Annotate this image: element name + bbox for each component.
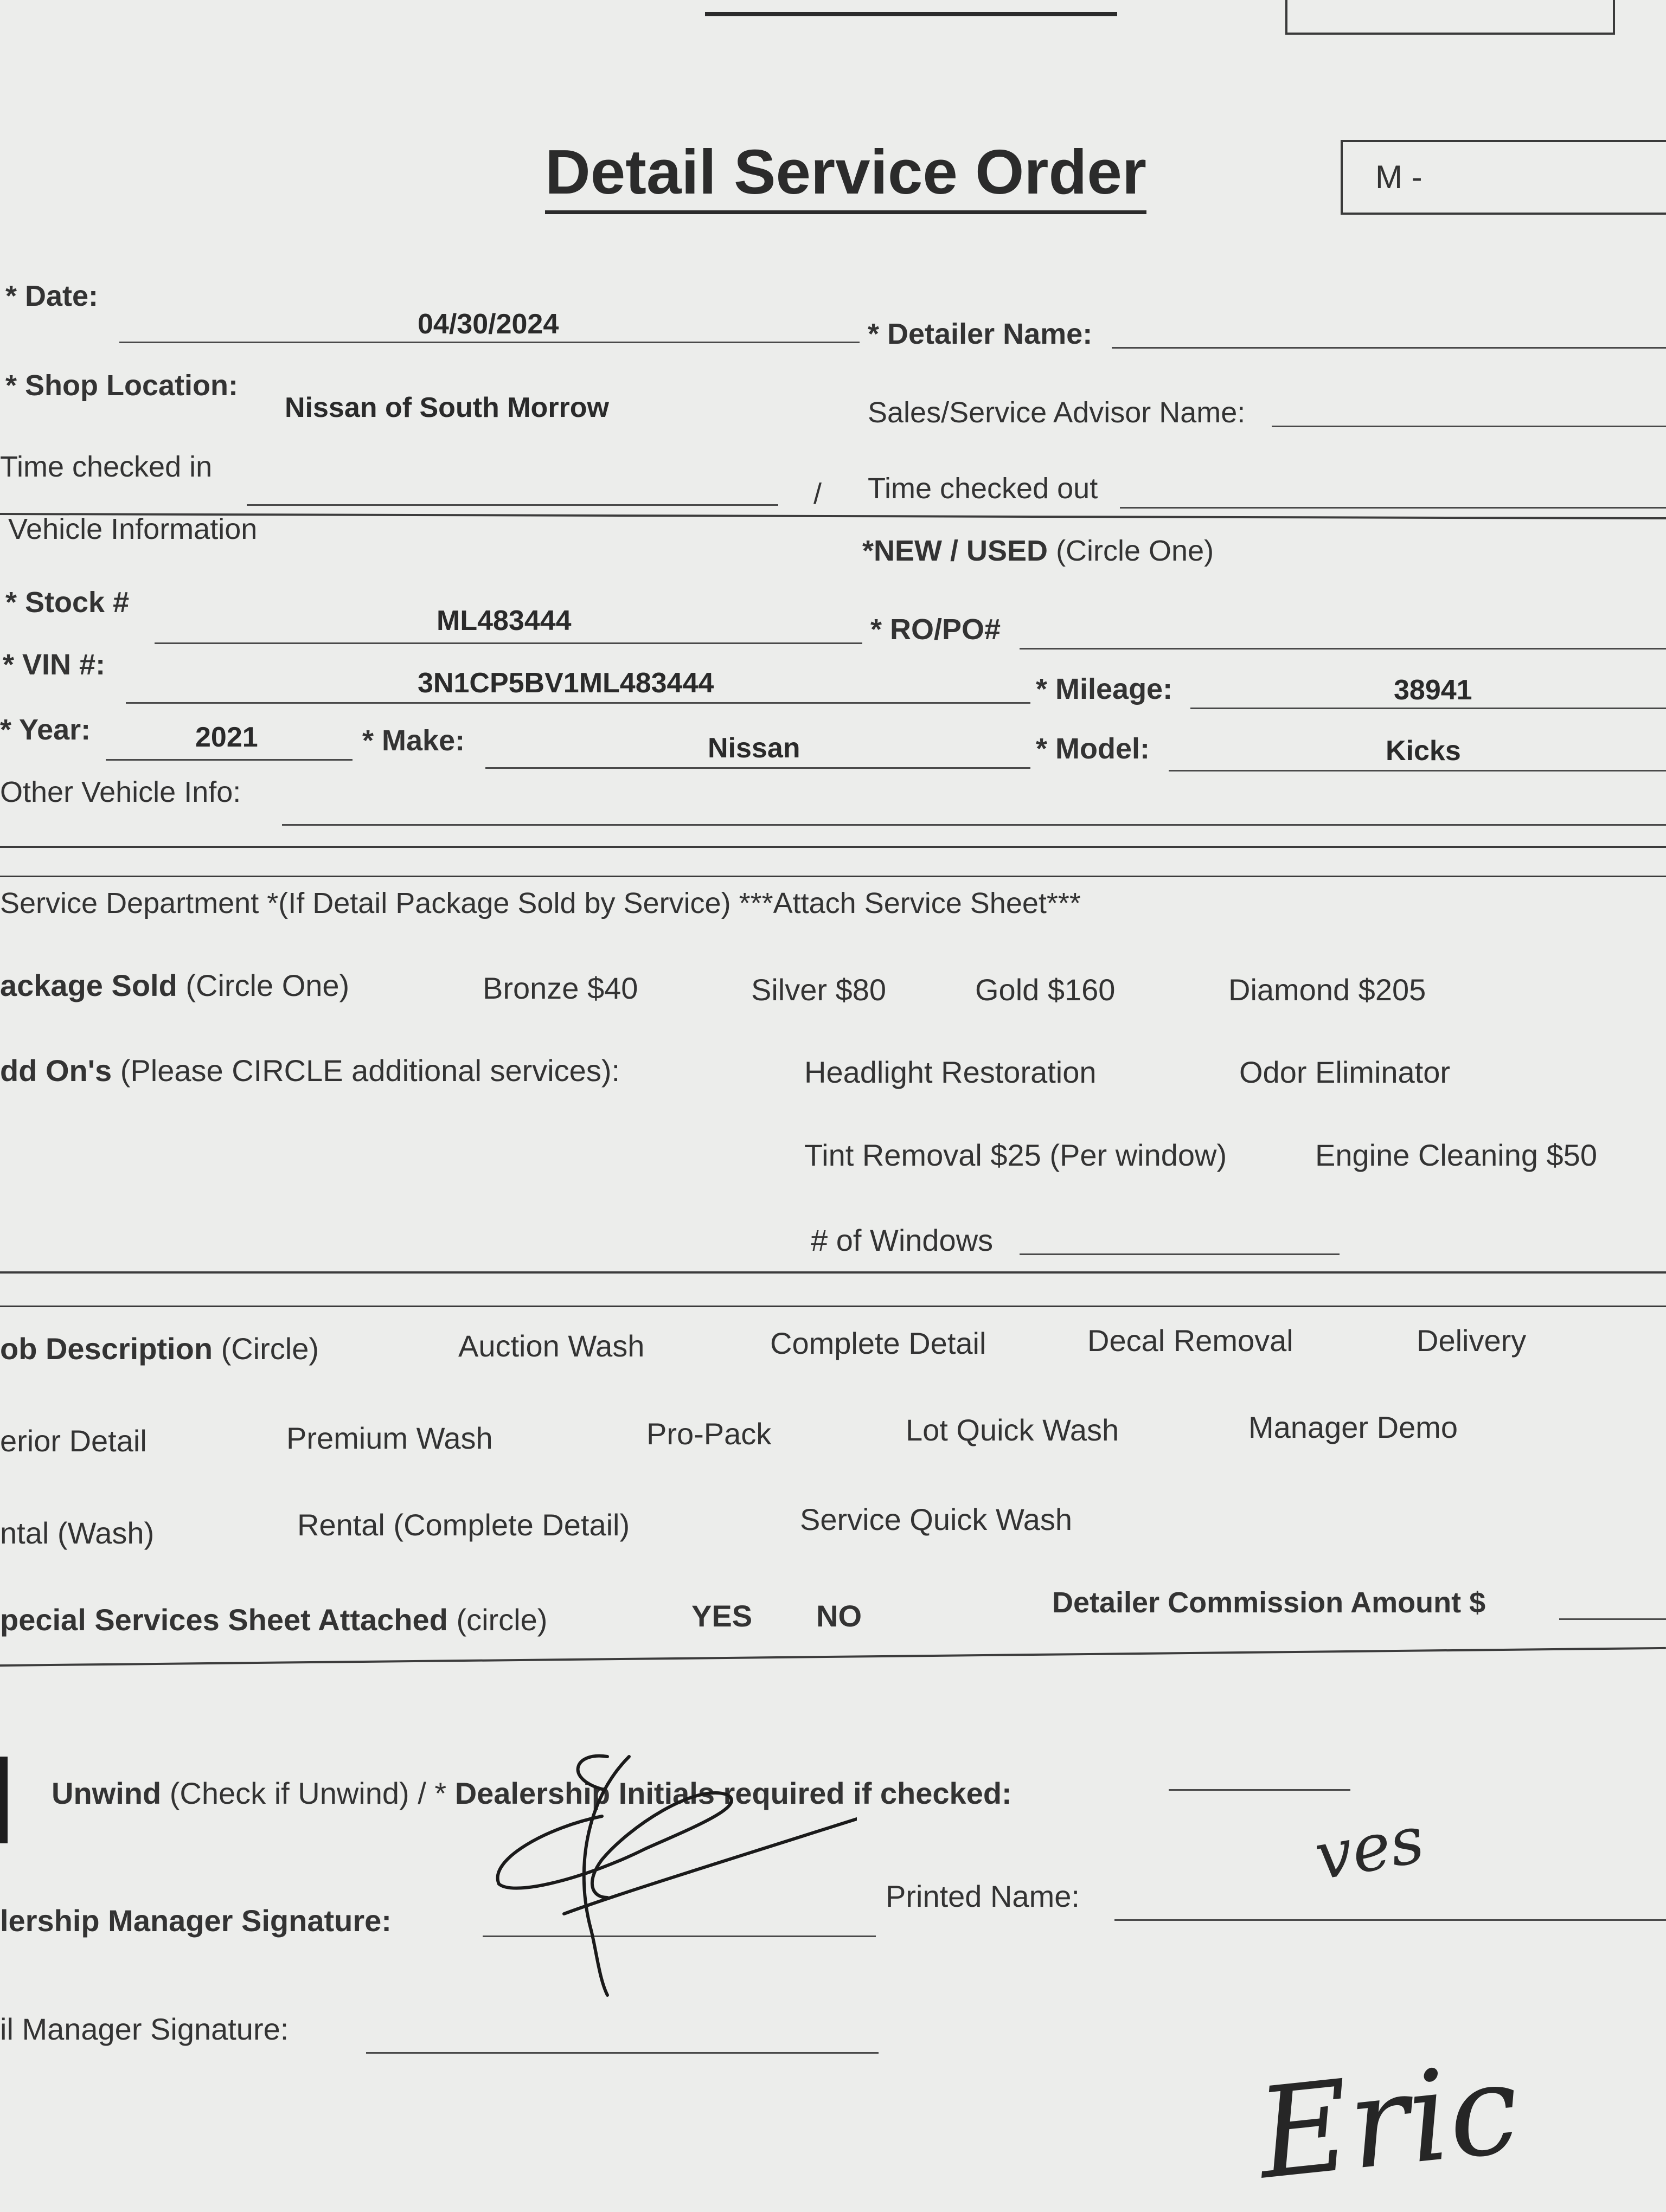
job-interior-detail[interactable]: erior Detail — [0, 1424, 147, 1458]
year-line — [106, 759, 353, 761]
time-in-label: Time checked in — [0, 451, 213, 483]
windows-label: # of Windows — [811, 1223, 994, 1257]
model-label: * Model: — [1036, 732, 1150, 765]
special-services-no[interactable]: NO — [816, 1599, 862, 1633]
other-info-line[interactable] — [282, 824, 1666, 826]
stock-label: * Stock # — [5, 586, 130, 619]
manager-signature-scribble — [466, 1735, 857, 2006]
job-decal-removal[interactable]: Decal Removal — [1087, 1323, 1293, 1358]
model-line — [1169, 770, 1666, 771]
manager-signature-label: lership Manager Signature: — [0, 1904, 392, 1938]
date-line — [119, 342, 860, 343]
time-in-line[interactable] — [247, 504, 778, 506]
commission-label: Detailer Commission Amount $ — [1052, 1586, 1486, 1619]
job-lot-quick-wash[interactable]: Lot Quick Wash — [906, 1413, 1119, 1447]
make-label: * Make: — [362, 724, 465, 757]
year-value[interactable]: 2021 — [195, 722, 258, 753]
package-silver[interactable]: Silver $80 — [751, 973, 887, 1007]
commission-line[interactable] — [1559, 1618, 1666, 1620]
unwind-checkbox[interactable] — [0, 1757, 8, 1843]
date-value[interactable]: 04/30/2024 — [418, 308, 559, 340]
new-used-hint: (Circle One) — [1056, 535, 1214, 567]
detail-manager-signature-line[interactable] — [366, 2052, 879, 2054]
mileage-value[interactable]: 38941 — [1394, 674, 1472, 706]
shop-location-label: * Shop Location: — [5, 369, 238, 402]
mileage-label: * Mileage: — [1036, 673, 1173, 705]
advisor-name-line[interactable] — [1272, 426, 1666, 427]
windows-line[interactable] — [1020, 1253, 1340, 1255]
new-used-label: *NEW / USED — [862, 535, 1048, 567]
mileage-line — [1190, 708, 1666, 709]
make-line — [485, 767, 1030, 769]
job-rental-complete-detail[interactable]: Rental (Complete Detail) — [297, 1508, 630, 1542]
package-gold[interactable]: Gold $160 — [975, 973, 1116, 1007]
job-pro-pack[interactable]: Pro-Pack — [646, 1417, 772, 1451]
ro-po-line[interactable] — [1020, 648, 1666, 650]
vin-line — [126, 702, 1030, 704]
vin-label: * VIN #: — [3, 648, 106, 681]
other-info-label: Other Vehicle Info: — [0, 776, 241, 808]
stock-line — [155, 642, 862, 644]
job-premium-wash[interactable]: Premium Wash — [286, 1421, 493, 1455]
package-heading: ackage Sold (Circle One) — [0, 968, 350, 1002]
printed-name-line[interactable] — [1114, 1919, 1666, 1921]
printed-name-label: Printed Name: — [886, 1879, 1080, 1913]
detail-manager-signature-label: il Manager Signature: — [0, 2012, 289, 2046]
section-divider-5 — [0, 1306, 1666, 1307]
vin-value[interactable]: 3N1CP5BV1ML483444 — [418, 667, 714, 699]
detailer-name-label: * Detailer Name: — [868, 318, 1093, 350]
time-separator: / — [813, 478, 822, 510]
addons-heading: dd On's (Please CIRCLE additional services): — [0, 1053, 620, 1088]
ro-po-label: * RO/PO# — [870, 613, 1001, 646]
model-value[interactable]: Kicks — [1386, 735, 1461, 767]
make-value[interactable]: Nissan — [708, 732, 800, 764]
addon-engine-cleaning[interactable]: Engine Cleaning $50 — [1315, 1138, 1597, 1172]
page-title: Detail Service Order — [545, 136, 1146, 214]
unwind-row: Unwind (Check if Unwind) / * Dealership Initials required if checked: — [52, 1776, 1012, 1810]
printed-name-handwriting: ves — [1309, 1802, 1430, 1895]
detailer-name-line[interactable] — [1112, 347, 1666, 349]
cut-off-number-box — [1285, 0, 1615, 35]
job-rental-wash[interactable]: ntal (Wash) — [0, 1516, 155, 1550]
order-number-prefix: M - — [1375, 159, 1422, 195]
job-complete-detail[interactable]: Complete Detail — [770, 1326, 986, 1360]
cut-off-title-underline — [705, 12, 1117, 16]
date-label: * Date: — [5, 280, 99, 312]
section-divider-6 — [0, 1647, 1666, 1667]
special-services-heading: pecial Services Sheet Attached (circle) — [0, 1603, 548, 1637]
job-delivery[interactable]: Delivery — [1417, 1323, 1527, 1358]
service-department-note: Service Department *(If Detail Package Sold by Service) ***Attach Service Sheet*** — [0, 887, 1081, 919]
addon-headlight-restoration[interactable]: Headlight Restoration — [804, 1055, 1097, 1089]
job-auction-wash[interactable]: Auction Wash — [458, 1329, 645, 1363]
package-diamond[interactable]: Diamond $205 — [1228, 973, 1426, 1007]
section-divider-3 — [0, 876, 1666, 877]
addon-odor-eliminator[interactable]: Odor Eliminator — [1239, 1055, 1451, 1089]
special-services-yes[interactable]: YES — [691, 1599, 753, 1633]
section-divider-2 — [0, 846, 1666, 848]
section-divider-4 — [0, 1271, 1666, 1274]
time-out-line[interactable] — [1120, 507, 1666, 509]
addon-tint-removal[interactable]: Tint Removal $25 (Per window) — [804, 1138, 1227, 1172]
job-manager-demo[interactable]: Manager Demo — [1248, 1410, 1458, 1444]
order-number-box[interactable] — [1341, 140, 1666, 215]
stock-value[interactable]: ML483444 — [437, 605, 572, 636]
shop-location-value[interactable]: Nissan of South Morrow — [285, 392, 609, 423]
time-out-label: Time checked out — [868, 472, 1098, 505]
initials-line[interactable] — [1169, 1789, 1350, 1791]
job-service-quick-wash[interactable]: Service Quick Wash — [800, 1502, 1073, 1536]
vehicle-info-heading: Vehicle Information — [8, 513, 258, 545]
package-bronze[interactable]: Bronze $40 — [483, 971, 638, 1005]
new-used-selector[interactable] — [862, 534, 1214, 568]
advisor-name-label: Sales/Service Advisor Name: — [868, 396, 1246, 429]
job-heading: ob Description (Circle) — [0, 1332, 319, 1366]
year-label: * Year: — [0, 713, 91, 746]
handwritten-initials: Eric — [1251, 2036, 1526, 2208]
